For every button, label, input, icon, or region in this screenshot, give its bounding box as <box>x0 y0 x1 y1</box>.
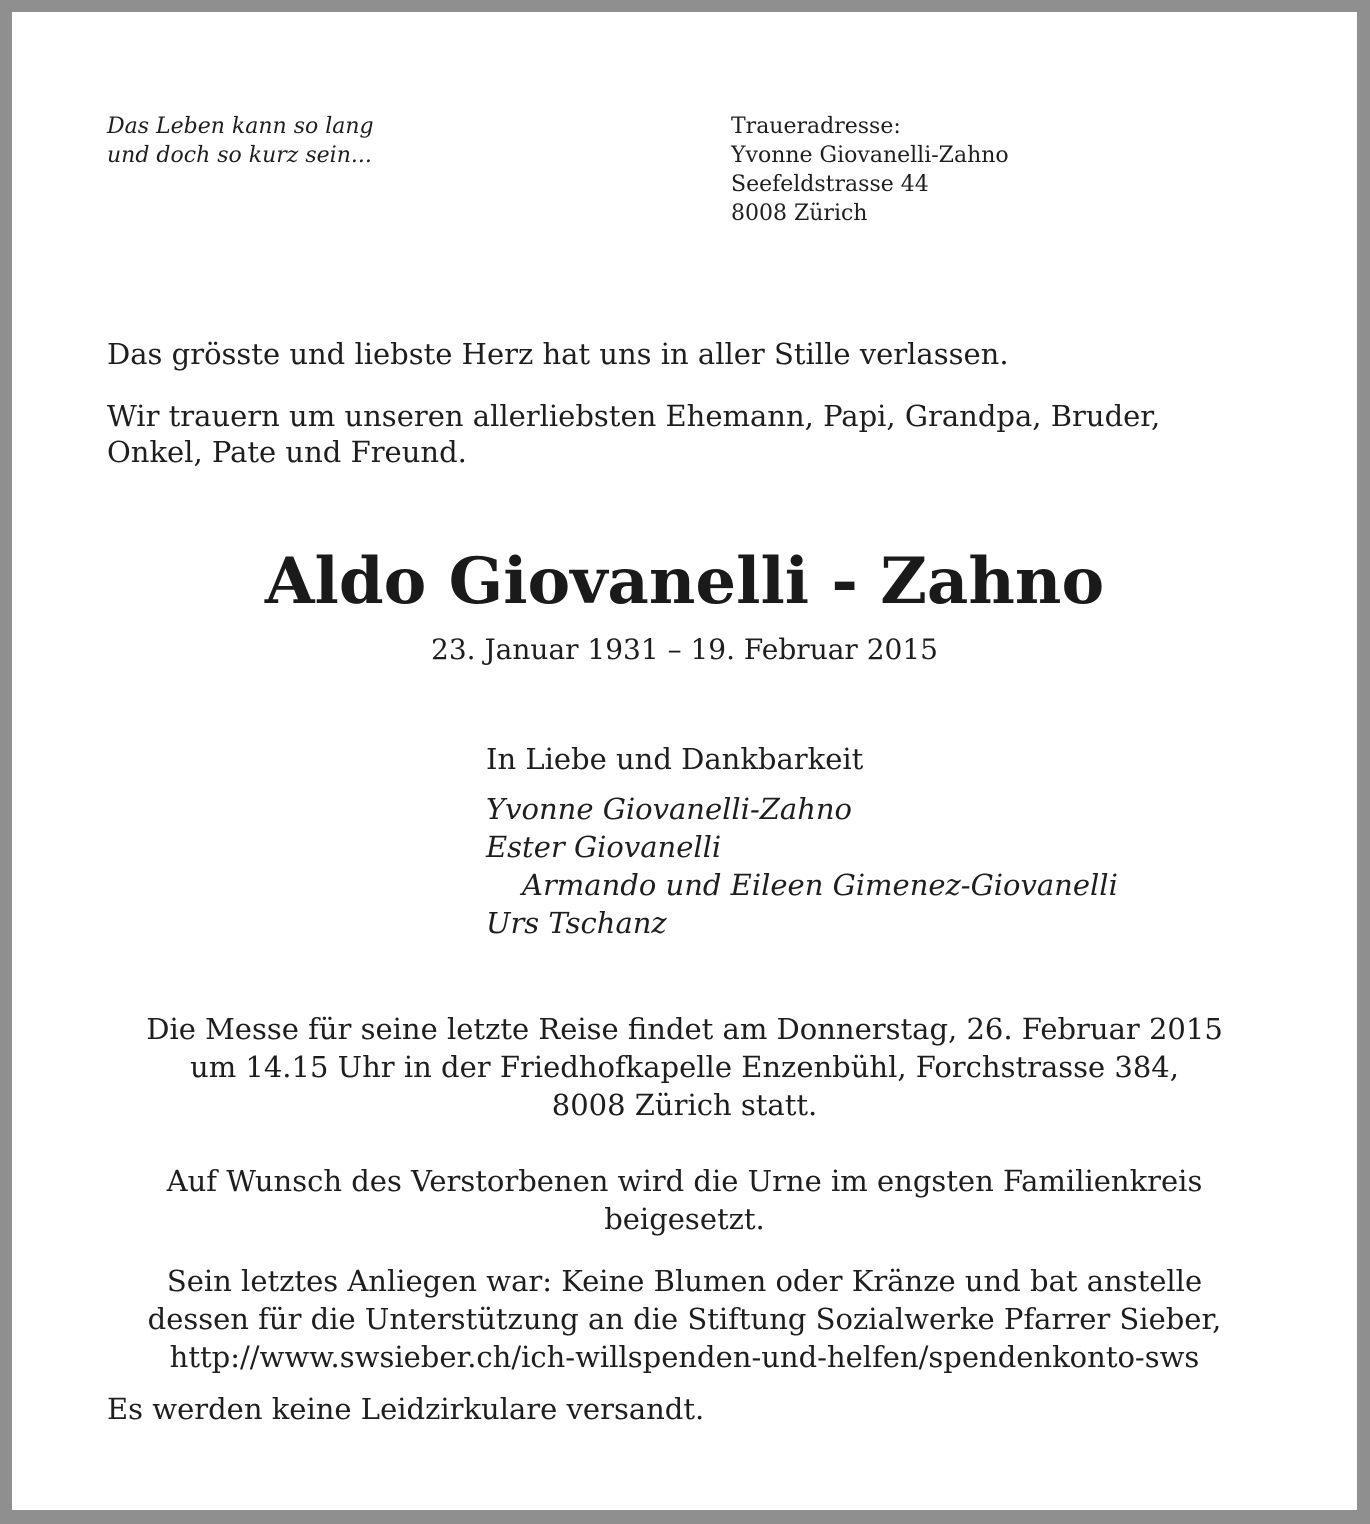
intro-line: Onkel, Pate und Freund. <box>107 435 467 469</box>
mourner-name: Urs Tschanz <box>486 906 667 940</box>
motto-quote <box>107 112 374 170</box>
deceased-name: Aldo Giovanelli - Zahno <box>264 544 1105 619</box>
address-label: Traueradresse: <box>731 114 901 139</box>
service-announcement <box>12 1010 1357 1124</box>
donation-link[interactable]: http://www.swsieber.ch/ich-willspenden-und-helfen/spendenkonto-sws <box>169 1340 1200 1374</box>
request-line: Sein letztes Anliegen war: Keine Blumen oder Kränze und bat anstelle <box>166 1264 1203 1298</box>
intro-line: Wir trauern um unseren allerliebsten Ehemann, Papi, Grandpa, Bruder, <box>107 399 1161 433</box>
obituary-page <box>12 12 1357 1510</box>
mourners-list <box>486 790 1118 942</box>
mourners-intro: In Liebe und Dankbarkeit <box>486 742 864 776</box>
donation-request <box>12 1262 1357 1376</box>
urn-line: Auf Wunsch des Verstorbenen wird die Urne im engsten Familienkreis <box>166 1164 1203 1198</box>
intro-mourning-text <box>107 398 1160 470</box>
mourner-name: Ester Giovanelli <box>486 830 722 864</box>
intro-sentence: Das grösste und liebste Herz hat uns in aller Stille verlassen. <box>107 337 1009 371</box>
address-name: Yvonne Giovanelli-Zahno <box>731 143 1009 168</box>
mourner-name: Armando und Eileen Gimenez-Giovanelli <box>522 868 1118 902</box>
address-city: 8008 Zürich <box>731 201 868 226</box>
life-dates: 23. Januar 1931 – 19. Februar 2015 <box>431 633 938 666</box>
closing-note: Es werden keine Leidzirkulare versandt. <box>107 1392 705 1426</box>
service-line: 8008 Zürich statt. <box>551 1088 818 1122</box>
motto-line: Das Leben kann so lang <box>107 114 374 139</box>
urn-notice <box>12 1162 1357 1238</box>
mourning-address <box>731 112 1009 228</box>
address-street: Seefeldstrasse 44 <box>731 172 929 197</box>
motto-line: und doch so kurz sein... <box>107 143 372 168</box>
mourner-name: Yvonne Giovanelli-Zahno <box>486 792 853 826</box>
service-line: Die Messe für seine letzte Reise findet am Donnerstag, 26. Februar 2015 <box>146 1012 1223 1046</box>
urn-line: beigesetzt. <box>604 1202 765 1236</box>
service-line: um 14.15 Uhr in der Friedhofkapelle Enzenbühl, Forchstrasse 384, <box>190 1050 1179 1084</box>
request-line: dessen für die Unterstützung an die Stiftung Sozialwerke Pfarrer Sieber, <box>147 1302 1222 1336</box>
